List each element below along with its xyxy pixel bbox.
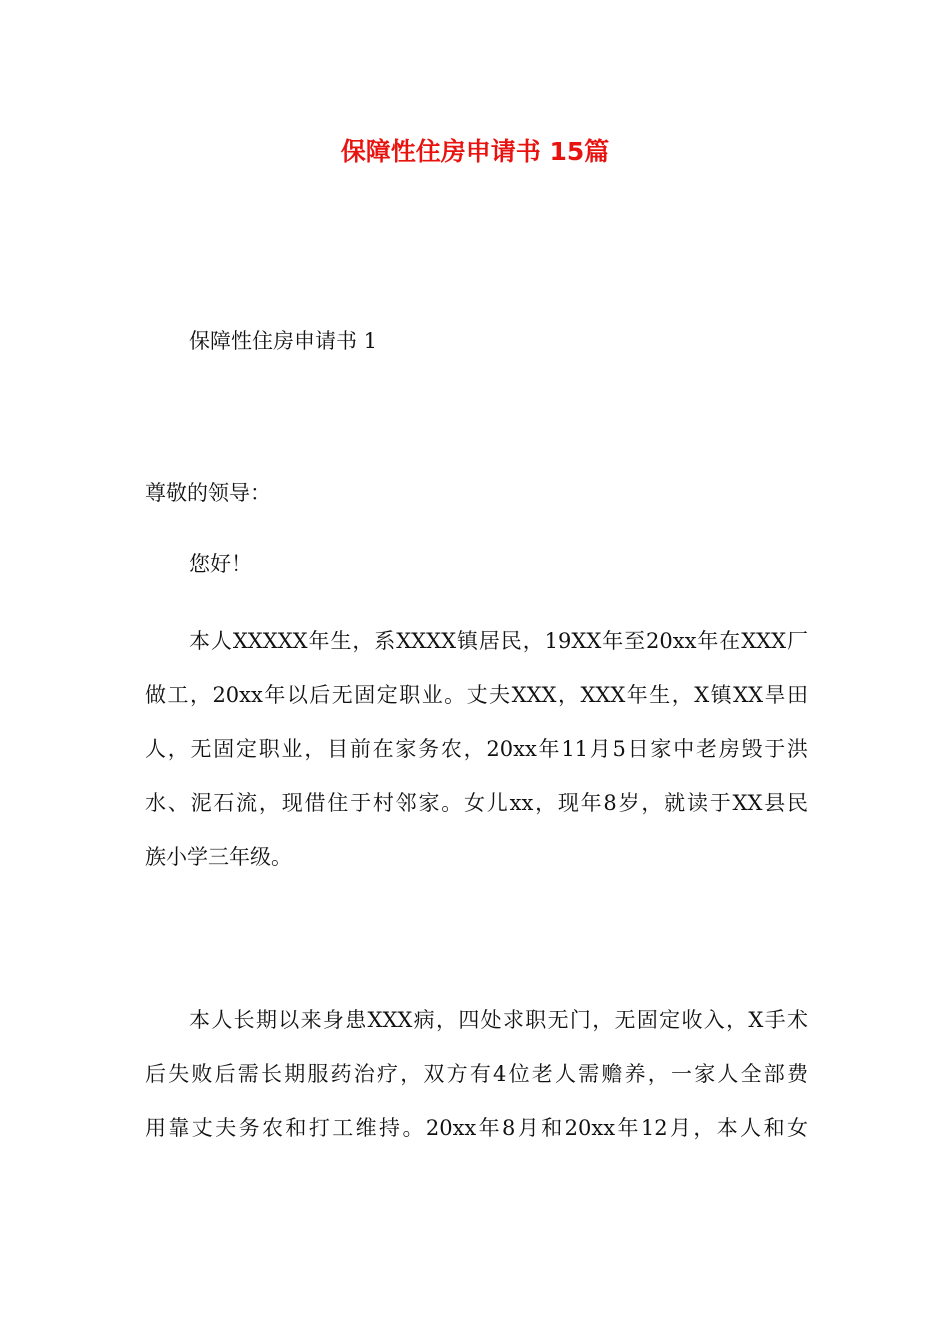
- paragraph-line: 人，无固定职业，目前在家务农，20xx年11月5日家中老房毁于洪: [145, 737, 808, 761]
- paragraph-line: 用靠丈夫务农和打工维持。20xx年8月和20xx年12月，本人和女: [145, 1116, 808, 1140]
- paragraph-line: 做工，20xx年以后无固定职业。丈夫XXX，XXX年生，X镇XX旱田: [145, 683, 808, 707]
- paragraph-line: 水、泥石流，现借住于村邻家。女儿xx，现年8岁，就读于XX县民: [145, 791, 808, 815]
- paragraph-line: 后失败后需长期服药治疗，双方有4位老人需赡养，一家人全部费: [145, 1062, 808, 1086]
- paragraph-line: 本人XXXXX年生，系XXXX镇居民，19XX年至20xx年在XXX厂: [189, 629, 808, 653]
- document-title: 保障性住房申请书 15篇: [340, 137, 610, 166]
- paragraph-line: 族小学三年级。: [145, 845, 292, 869]
- paragraph: [145, 993, 808, 1155]
- paragraph: [145, 614, 808, 884]
- section-heading: 保障性住房申请书 1: [189, 329, 378, 353]
- greeting: 您好！: [189, 552, 252, 576]
- paragraph-line: 本人长期以来身患XXX病，四处求职无门，无固定收入，X手术: [189, 1008, 808, 1032]
- salutation: 尊敬的领导：: [145, 481, 271, 505]
